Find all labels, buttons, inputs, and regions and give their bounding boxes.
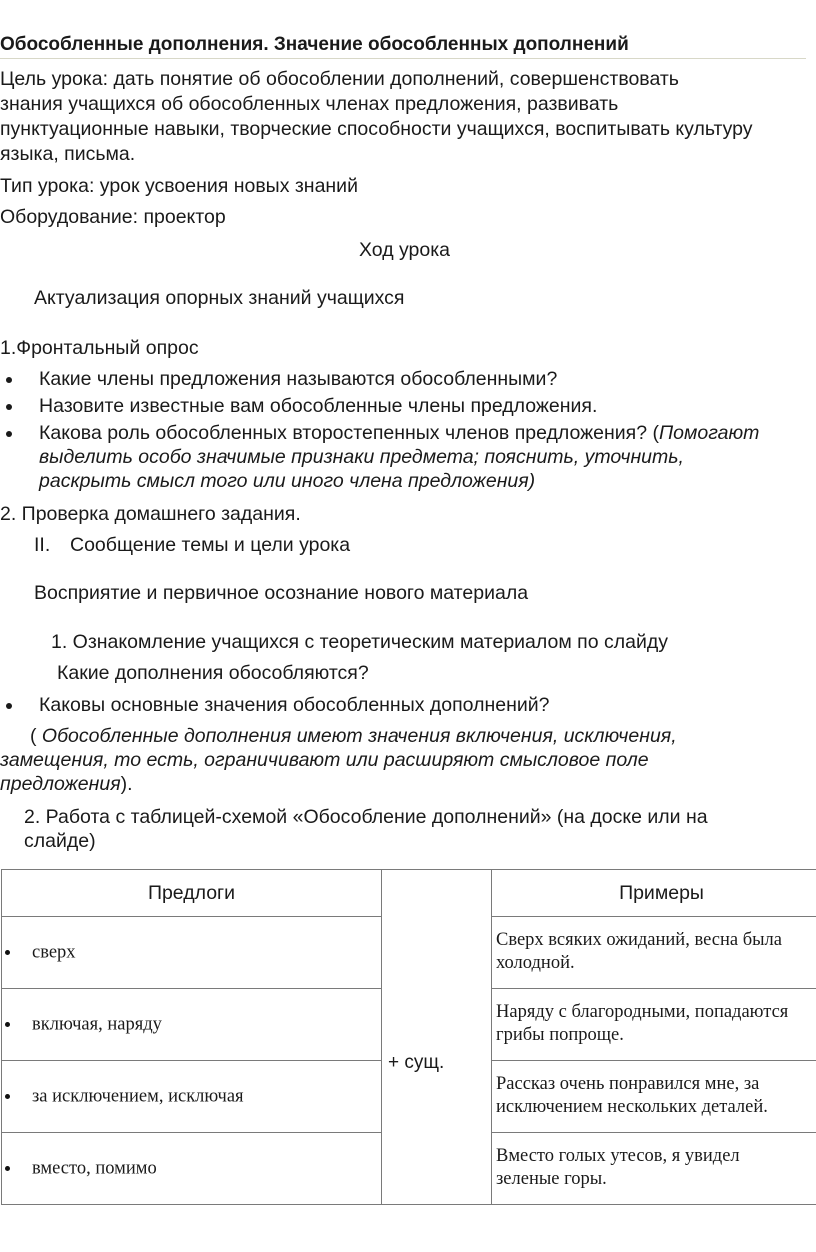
bullet-icon: [5, 1094, 10, 1099]
bullet-icon: [5, 950, 10, 955]
bullet-icon: [5, 1022, 10, 1027]
answer-close-paren: ).: [120, 773, 133, 795]
course-heading: Ход урока: [359, 239, 451, 261]
example-line-2: холодной.: [496, 953, 575, 973]
example-line-1: Рассказ очень понравился мне, за: [496, 1074, 760, 1094]
example-line-2: зеленые горы.: [496, 1169, 607, 1189]
answer-line-1: [30, 724, 677, 749]
example-cell: [492, 1133, 816, 1205]
goal-line-2: знания учащихся об обособленных членах предложения, развивать: [0, 93, 619, 115]
question-3-text: Какова роль обособленных второстепенных членов предложения? (: [39, 422, 660, 444]
lesson-type: Тип урока: урок усвоения новых знаний: [0, 175, 358, 197]
preposition-cell: [2, 1133, 382, 1205]
question-1: Какие члены предложения называются обособленными?: [39, 368, 558, 390]
homework-check: 2. Проверка домашнего задания.: [0, 503, 301, 525]
answer-text-1: Обособленные дополнения имеют значения включения, исключения,: [41, 725, 677, 747]
section-2-heading: Сообщение темы и цели урока: [70, 534, 351, 556]
preposition-cell: [2, 989, 382, 1061]
answer-open-paren: (: [30, 725, 42, 747]
header-examples: Примеры: [492, 870, 816, 917]
example-cell: [492, 989, 816, 1061]
question-3-answer-start: Помогают: [659, 422, 760, 444]
bullet-icon: [6, 703, 12, 709]
goal-line-1: Цель урока: дать понятие об обособлении дополнений, совершенствовать: [0, 68, 679, 90]
goal-line-3: пунктуационные навыки, творческие способности учащихся, воспитывать культуру: [0, 118, 753, 140]
preposition-text: за исключением, исключая: [32, 1086, 244, 1106]
question-3: [39, 421, 759, 446]
question-2: Назовите известные вам обособленные члены предложения.: [39, 395, 598, 417]
prepositions-table: [1, 869, 816, 1205]
preposition-text: вместо, помимо: [32, 1158, 157, 1178]
section-1-heading: Актуализация опорных знаний учащихся: [34, 287, 405, 309]
plus-noun-label: + сущ.: [388, 1052, 445, 1073]
goal-line-4: языка, письма.: [0, 143, 136, 165]
example-line-2: исключением нескольких деталей.: [496, 1097, 768, 1117]
example-line-1: Вместо голых утесов, я увидел: [496, 1146, 740, 1166]
preposition-text: сверх: [32, 942, 76, 962]
question-3-answer-line-2: выделить особо значимые признаки предмета; пояснить, уточнить,: [39, 446, 684, 468]
table-work-line-2: слайде): [24, 830, 96, 852]
preposition-cell: [2, 917, 382, 989]
example-cell: [492, 1061, 816, 1133]
header-prepositions: Предлоги: [2, 870, 382, 917]
example-line-1: Наряду с благородными, попадаются: [496, 1002, 789, 1022]
which-objects-question: Какие дополнения обособляются?: [57, 662, 369, 684]
answer-line-2: замещения, то есть, ограничивают или расширяют смысловое поле: [0, 749, 649, 771]
question-3-answer-line-3: раскрыть смысл того или иного члена предложения): [39, 470, 536, 492]
title-divider: [0, 58, 806, 59]
main-meanings-question: Каковы основные значения обособленных дополнений?: [39, 694, 550, 716]
bullet-icon: [5, 1166, 10, 1171]
table-work-line-1: 2. Работа с таблицей-схемой «Обособление дополнений» (на доске или на: [24, 806, 708, 828]
familiarization: 1. Ознакомление учащихся с теоретическим материалом по слайду: [51, 631, 668, 653]
bullet-icon: [6, 431, 12, 437]
bullet-icon: [6, 404, 12, 410]
section-2-number: II.: [34, 534, 51, 556]
equipment: Оборудование: проектор: [0, 206, 226, 228]
example-line-1: Сверх всяких ожиданий, весна была: [496, 930, 782, 950]
preposition-text: включая, наряду: [32, 1014, 162, 1034]
section-3-heading: Восприятие и первичное осознание нового материала: [34, 582, 529, 604]
plus-noun-cell: [382, 870, 492, 1205]
page-title: Обособленные дополнения. Значение обособленных дополнений: [0, 34, 629, 55]
example-cell: [492, 917, 816, 989]
frontal-survey: 1.Фронтальный опрос: [0, 337, 199, 359]
answer-text-3: предложения: [0, 773, 121, 795]
preposition-cell: [2, 1061, 382, 1133]
example-line-2: грибы попроще.: [496, 1025, 624, 1045]
answer-line-3: [0, 772, 133, 797]
bullet-icon: [6, 377, 12, 383]
